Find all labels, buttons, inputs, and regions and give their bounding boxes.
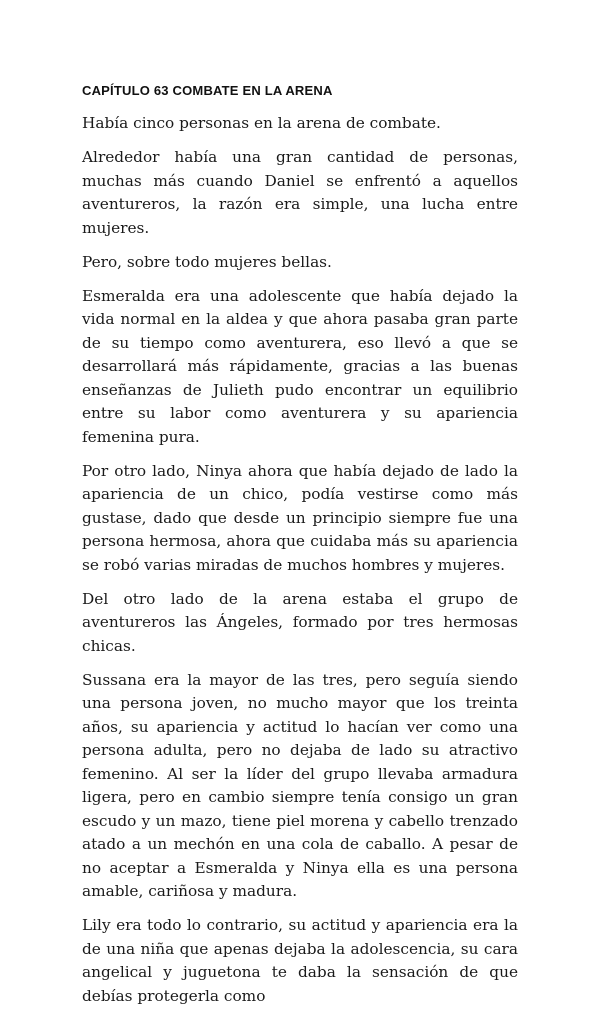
paragraph: Pero, sobre todo mujeres bellas. <box>82 252 332 271</box>
book-page <box>82 82 518 1019</box>
paragraph: Por otro lado, Ninya ahora que había dejado de lado la apariencia de un chico, podía vestirse como más gustase, dado que desde un principio siempre fue una persona hermosa, ahora que cuidaba más su apariencia se robó varias miradas de muchos hombres y mujeres. <box>82 461 518 574</box>
paragraph: Lily era todo lo contrario, su actitud y apariencia era la de una niña que apenas dejaba la adolescencia, su cara angelical y juguetona te daba la sensación de que debías protegerla como <box>82 916 518 1005</box>
chapter-title: CAPÍTULO 63 COMBATE EN LA ARENA <box>82 83 333 98</box>
paragraph: Sussana era la mayor de las tres, pero seguía siendo una persona joven, no mucho mayor que los treinta años, su apariencia y actitud lo hacían ver como una persona adulta, pero no dejaba de lado su atractivo femenino. Al ser la líder del grupo llevaba armadura ligera, pero en cambio siempre tenía consigo un gran escudo y un mazo, tiene piel morena y cabello trenzado atado a un mechón en una cola de caballo. A pesar de no aceptar a Esmeralda y Ninya ella es una persona amable, cariñosa y madura. <box>82 670 518 900</box>
paragraph: Del otro lado de la arena estaba el grupo de aventureros las Ángeles, formado por tres hermosas chicas. <box>82 589 518 655</box>
paragraph: Había cinco personas en la arena de combate. <box>82 114 441 132</box>
paragraph: Alrededor había una gran cantidad de personas, muchas más cuando Daniel se enfrentó a aquellos aventureros, la razón era simple, una lucha entre mujeres. <box>82 148 518 237</box>
paragraph: Esmeralda era una adolescente que había dejado la vida normal en la aldea y que ahora pasaba gran parte de su tiempo como aventurera, eso llevó a que se desarrollará más rápidamente, gracias a las buenas enseñanzas de Julieth pudo encontrar un equilibrio entre su labor como aventurera y su apariencia femenina pura. <box>82 286 518 446</box>
